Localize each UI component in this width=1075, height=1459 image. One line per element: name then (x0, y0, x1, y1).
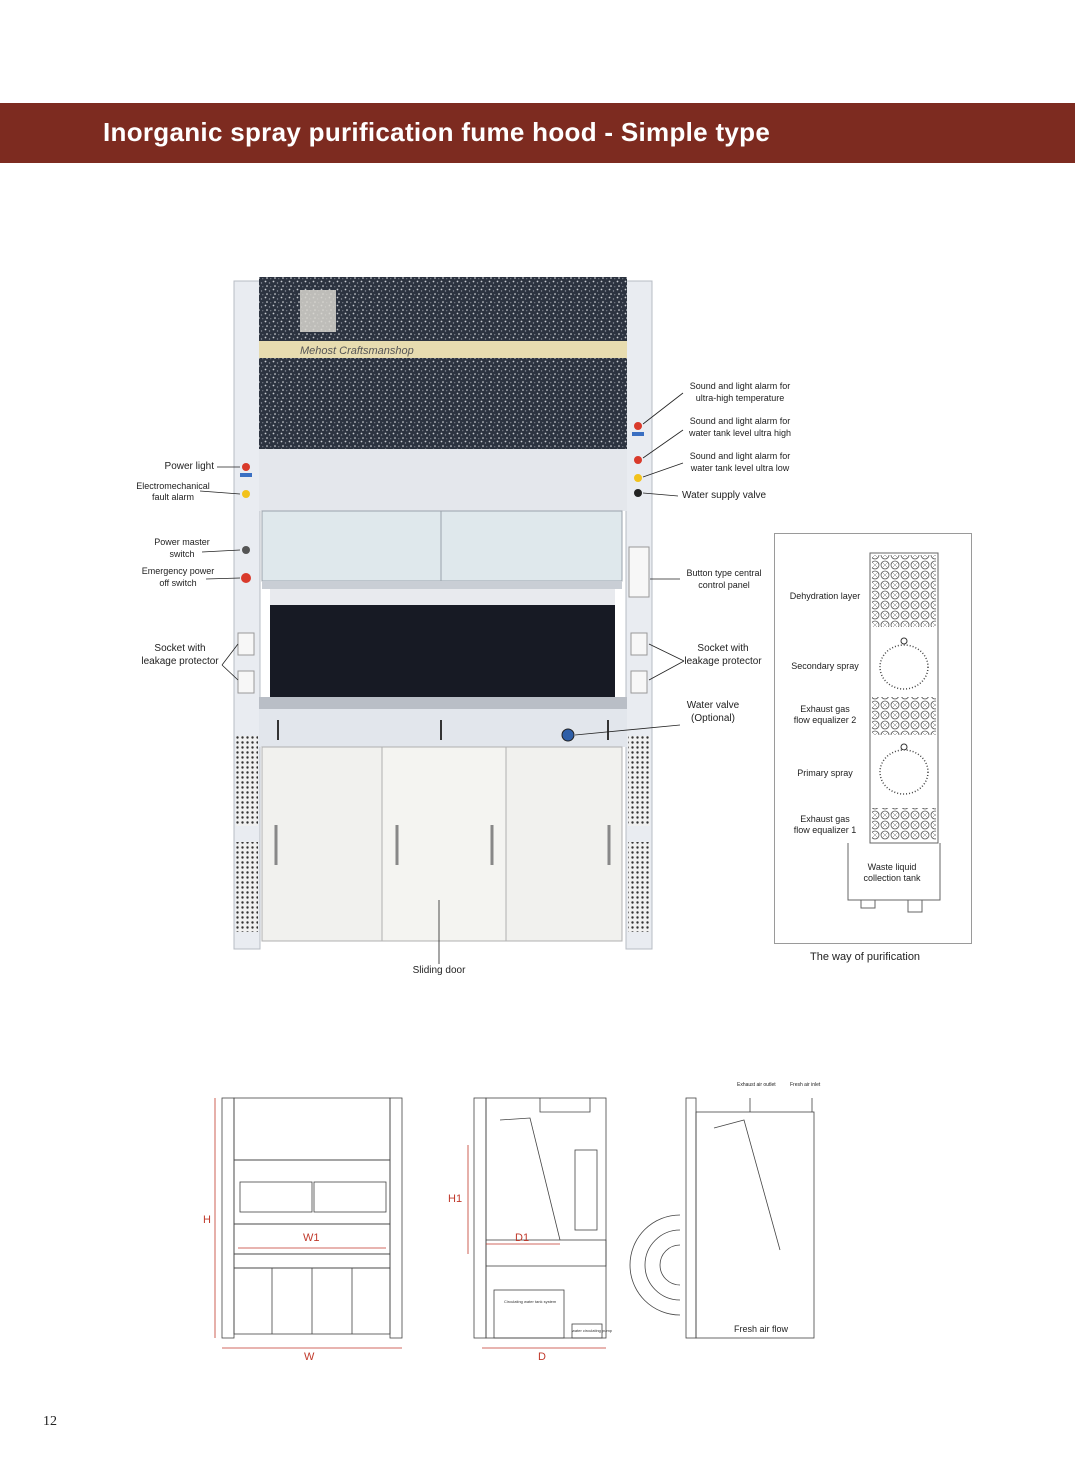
layer-equalizer-1-line1: Exhaust gas (800, 814, 850, 824)
layer-equalizer-2-line2: flow equalizer 2 (793, 715, 857, 725)
dim-H1-label: H1 (448, 1193, 463, 1205)
label-socket-left-2: leakage protector (141, 656, 219, 667)
label-control-panel-2: control panel (698, 580, 750, 590)
label-alarm-temp-2: ultra-high temperature (695, 393, 785, 403)
fresh-inlet-label: Fresh air inlet (790, 1082, 821, 1088)
label-power-master-2: switch (169, 549, 195, 559)
label-water-valve-2: (Optional) (691, 713, 735, 724)
page-number: 12 (43, 1414, 57, 1429)
fresh-flow-label: Fresh air flow (734, 1324, 789, 1334)
dim-W1-label: W1 (303, 1232, 320, 1244)
label-alarm-temp-1: Sound and light alarm for (689, 381, 791, 391)
pump-label: water circulating pump (572, 1328, 613, 1333)
label-emergency-2: off switch (159, 578, 197, 588)
label-fault-alarm-1: Electromechanical (136, 481, 210, 491)
label-socket-right-2: leakage protector (684, 656, 762, 667)
label-alarm-high-2: water tank level ultra high (688, 428, 792, 438)
label-alarm-low-2: water tank level ultra low (690, 463, 790, 473)
purification-caption: The way of purification (810, 951, 921, 963)
label-power-master-1: Power master (154, 537, 210, 547)
label-socket-left-1: Socket with (154, 643, 206, 654)
layer-tank-line1: Waste liquid (867, 862, 917, 872)
page-title: Inorganic spray purification fume hood - Simple type (103, 117, 771, 147)
layer-equalizer-2-line1: Exhaust gas (800, 704, 850, 714)
label-water-supply: Water supply valve (682, 490, 767, 501)
dim-W-label: W (304, 1351, 315, 1363)
label-fault-alarm-2: fault alarm (151, 492, 195, 502)
label-control-panel-1: Button type central (686, 568, 762, 578)
layer-equalizer-1-line2: flow equalizer 1 (793, 825, 857, 835)
label-water-valve-1: Water valve (686, 700, 740, 711)
exhaust-outlet-label: Exhaust air outlet (737, 1082, 776, 1088)
label-sliding-door: Sliding door (412, 965, 466, 976)
brand-text: Mehost Craftsmanshop (300, 345, 414, 357)
dim-D1-label: D1 (515, 1232, 530, 1244)
dim-D-label: D (538, 1351, 546, 1363)
label-emergency-1: Emergency power (141, 566, 215, 576)
label-socket-right-1: Socket with (697, 643, 749, 654)
label-alarm-low-1: Sound and light alarm for (689, 451, 791, 461)
label-power-light: Power light (164, 461, 214, 472)
label-alarm-high-1: Sound and light alarm for (689, 416, 791, 426)
layer-secondary-spray: Secondary spray (791, 661, 859, 671)
layer-primary-spray: Primary spray (797, 768, 853, 778)
tank-system-label: Circulating water tank system (504, 1299, 557, 1304)
layer-dehydration: Dehydration layer (789, 591, 861, 601)
dim-H-label: H (203, 1214, 211, 1226)
layer-tank-line2: collection tank (863, 873, 921, 883)
